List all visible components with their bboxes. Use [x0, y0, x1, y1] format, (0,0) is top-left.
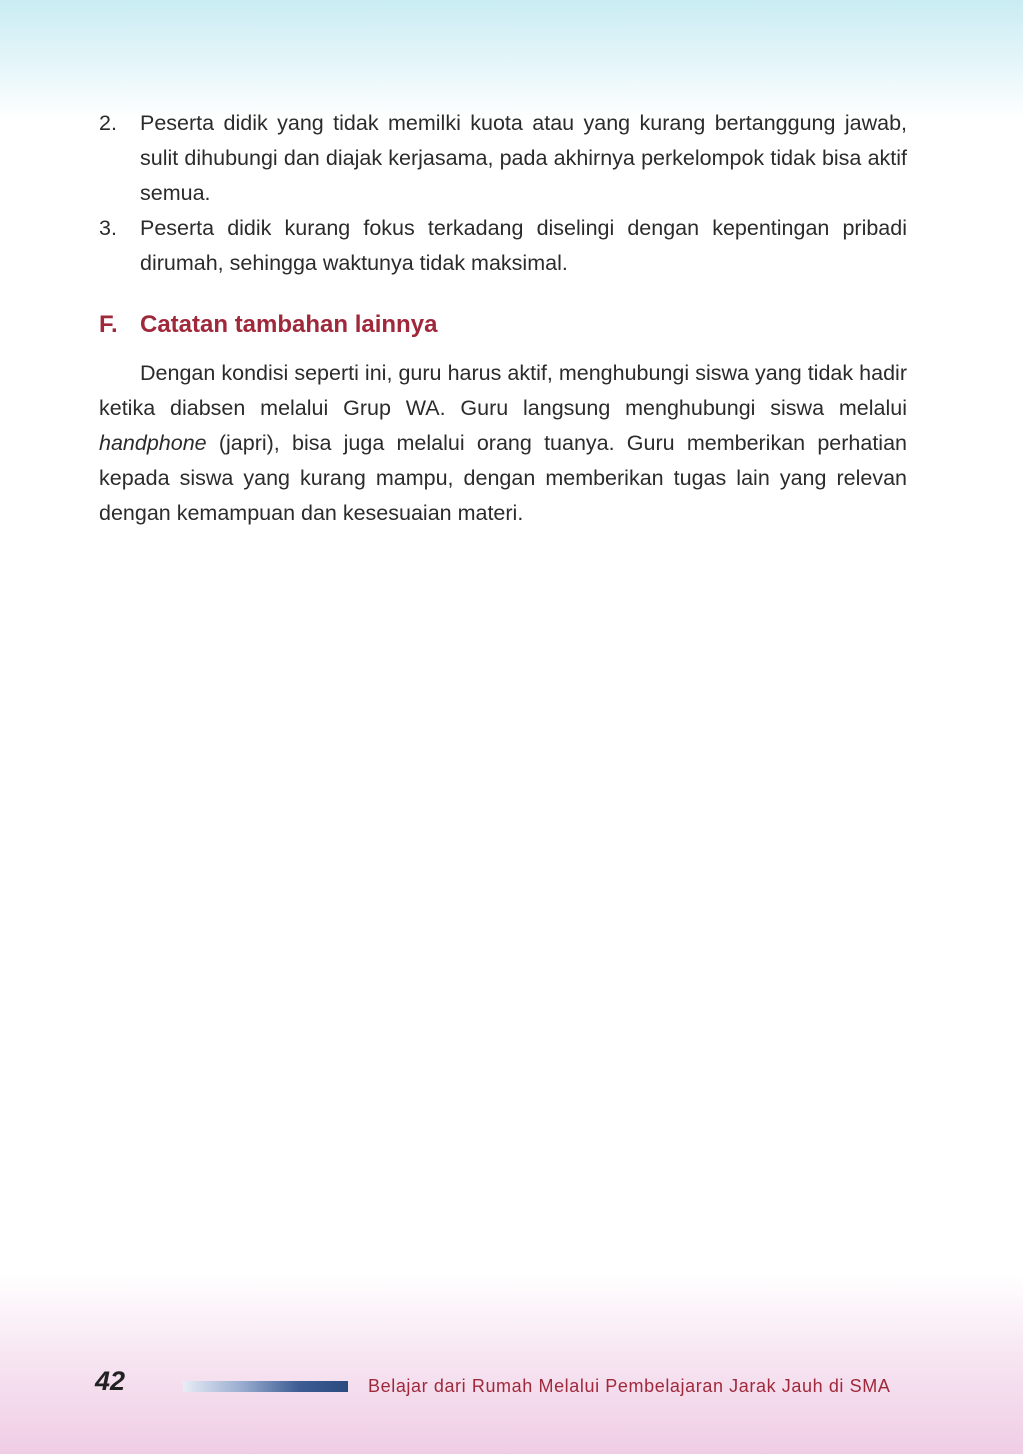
- section-heading: [99, 307, 907, 343]
- paragraph-text-start: Dengan kondisi seperti ini, guru harus aktif, menghubungi siswa yang tidak hadir ketika diabsen melalui Grup WA. Guru langsung menghubungi siswa melalui: [99, 361, 907, 420]
- header-gradient: [0, 0, 1023, 120]
- page-number: 42: [95, 1366, 126, 1396]
- section-letter: F.: [99, 311, 118, 338]
- list-item-number: 2.: [99, 111, 117, 135]
- footer-gradient: [0, 1274, 1023, 1454]
- list-item: [99, 211, 907, 281]
- list-item: [99, 106, 907, 211]
- paragraph-italic-term: handphone: [99, 431, 207, 455]
- section-paragraph: [99, 356, 907, 531]
- list-item-text: Peserta didik yang tidak memilki kuota atau yang kurang bertanggung jawab, sulit dihubungi dan diajak kerjasama, pada akhirnya perkelompok tidak bisa aktif semua.: [140, 111, 907, 205]
- paragraph-text-end: (japri), bisa juga melalui orang tuanya. Guru memberikan perhatian kepada siswa yang kurang mampu, dengan memberikan tugas lain yang relevan dengan kemampuan dan kesesuaian materi.: [99, 431, 907, 525]
- page-content: [99, 106, 907, 531]
- list-item-number: 3.: [99, 216, 117, 240]
- footer-book-title: Belajar dari Rumah Melalui Pembelajaran Jarak Jauh di SMA: [368, 1376, 891, 1396]
- section-title: Catatan tambahan lainnya: [140, 311, 438, 338]
- footer-divider-bar: [183, 1381, 348, 1392]
- list-item-text: Peserta didik kurang fokus terkadang diselingi dengan kepentingan pribadi dirumah, sehingga waktunya tidak maksimal.: [140, 216, 907, 275]
